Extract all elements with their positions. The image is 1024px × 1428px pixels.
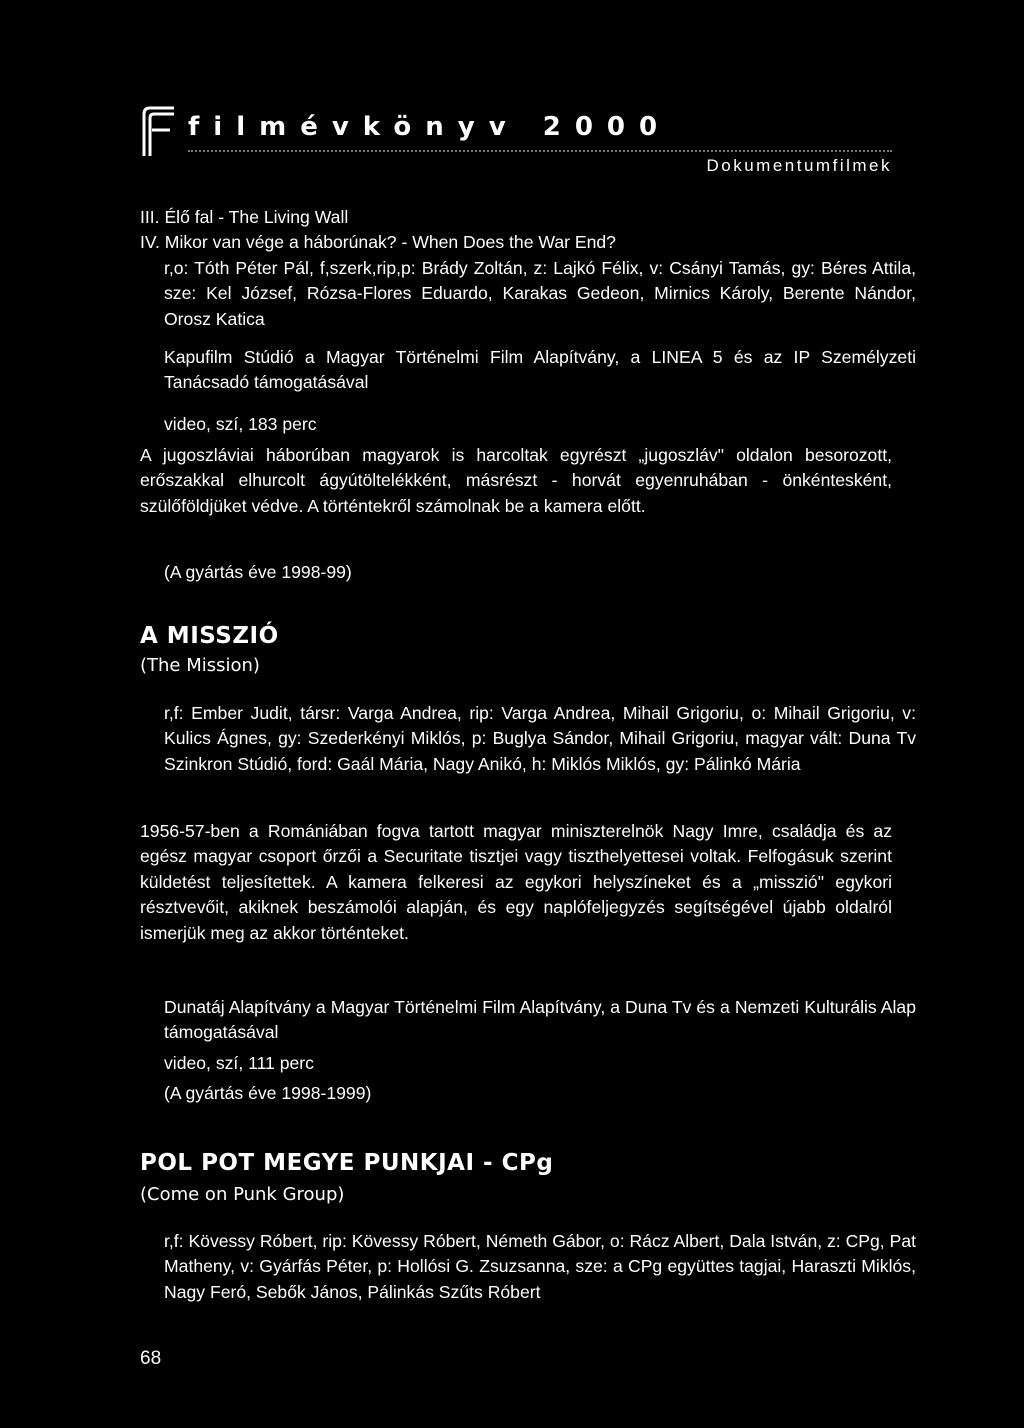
entry-3-subtitle: (Come on Punk Group) <box>140 1184 345 1205</box>
page-number: 68 <box>140 1348 162 1369</box>
yearbook-title: filmévkönyv 2000 <box>188 112 672 142</box>
episode-line: III. Élő fal - The Living Wall <box>140 207 349 227</box>
entry-1-synopsis: A jugoszláviai háborúban magyarok is harcoltak egyrészt „jugoszláv" oldalon besorozott, erőszakkal elhurcolt ágyútöltelékként, másrészt - horvát egyenruhában - önkéntesként, szülőföldjüket védve. A történtekről számolnak be a kamera előtt. <box>140 445 892 516</box>
entry-2-credits: r,f: Ember Judit, társr: Varga Andrea, rip: Varga Andrea, Mihail Grigoriu, o: Mihail Grigoriu, v: Kulics Ágnes, gy: Szederkényi Miklós, p: Buglya Sándor, Mihail Grigoriu, magyar vált: Duna Tv Szinkron Stúdió, ford: Gaál Mária, Nagy Anikó, h: Miklós Miklós, gy: Pálinkó Mária <box>164 703 916 774</box>
entry-2-subtitle: (The Mission) <box>140 655 260 676</box>
page-header <box>140 104 892 184</box>
entry-1-format: video, szí, 183 perc <box>164 414 317 434</box>
episode-line: IV. Mikor van vége a háborúnak? - When Does the War End? <box>140 232 616 253</box>
entry-3-credits: r,f: Kövessy Róbert, rip: Kövessy Róbert, Németh Gábor, o: Rácz Albert, Dala István, z: CPg, Pat Matheny, v: Gyárfás Péter, p: Hollósi G. Zsuzsanna, sze: a CPg együttes tagjai, Haraszti Miklós, Nagy Feró, Sebők János, Pálinkás Szűts Róbert <box>164 1231 916 1302</box>
entry-2-format: video, szí, 111 perc <box>164 1053 314 1073</box>
entry-2-support: Dunatáj Alapítvány a Magyar Történelmi Film Alapítvány, a Duna Tv és a Nemzeti Kulturális Alap támogatásával <box>164 997 916 1043</box>
entry-2-synopsis: 1956-57-ben a Romániában fogva tartott magyar miniszterelnök Nagy Imre, családja és az egész magyar csoport őrzői a Securitate tisztjei vagy tiszthelyettesei voltak. Felfogásuk szerint küldetést teljesítettek. A kamera felkeresi az egykori helyszíneket és a „misszió" egykori résztvevőit, akiknek beszámolói alapján, és egy naplófeljegyzés segítségével újabb oldalról ismerjük meg az akkor történteket. <box>140 821 892 943</box>
entry-3-title: POL POT MEGYE PUNKJAI - CPg <box>140 1150 554 1176</box>
entry-1-credits: r,o: Tóth Péter Pál, f,szerk,rip,p: Brády Zoltán, z: Lajkó Félix, v: Csányi Tamás, gy: Béres Attila, sze: Kel József, Rózsa-Flores Eduardo, Karakas Gedeon, Mirnics Károly, Berente Nándor, Orosz Katica <box>164 258 916 329</box>
entry-1-year: (A gyártás éve 1998-99) <box>164 562 352 582</box>
entry-2-title: A MISSZIÓ <box>140 623 279 649</box>
entry-1-support: Kapufilm Stúdió a Magyar Történelmi Film Alapítvány, a LINEA 5 és az IP Személyzeti Tanácsadó támogatásával <box>164 347 916 393</box>
header-divider <box>188 150 892 154</box>
entry-2-year: (A gyártás éve 1998-1999) <box>164 1083 372 1103</box>
section-name: Dokumentumfilmek <box>706 156 892 175</box>
filmevkonyv-logo-icon <box>140 104 178 158</box>
entry-1-episodes <box>140 205 892 256</box>
